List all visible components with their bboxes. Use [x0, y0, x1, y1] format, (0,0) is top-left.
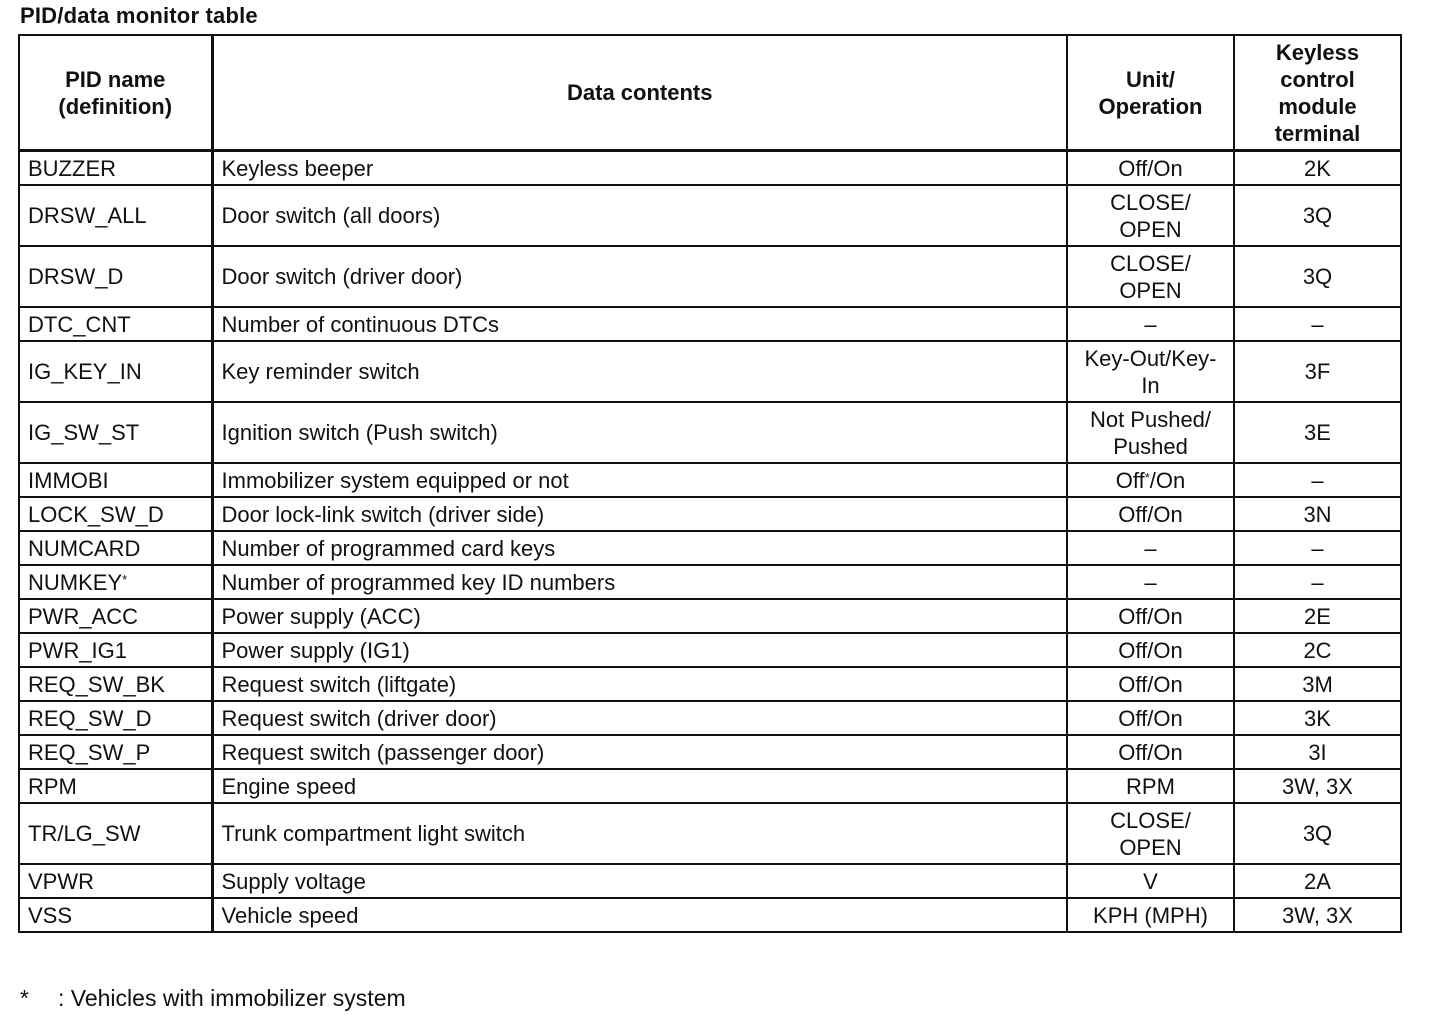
cell-unit-operation: Off*/On — [1067, 463, 1234, 497]
footnote — [20, 985, 406, 1012]
cell-terminal: 3W, 3X — [1234, 898, 1401, 932]
cell-terminal: 3I — [1234, 735, 1401, 769]
cell-terminal: 3Q — [1234, 803, 1401, 864]
header-unit-operation — [1067, 35, 1234, 151]
table-row — [19, 864, 1401, 898]
table-row — [19, 531, 1401, 565]
cell-pid-name: IG_KEY_IN — [19, 341, 212, 402]
cell-unit-operation: – — [1067, 565, 1234, 599]
table-row — [19, 803, 1401, 864]
table-row — [19, 701, 1401, 735]
cell-unit-operation: – — [1067, 531, 1234, 565]
cell-terminal: 3Q — [1234, 246, 1401, 307]
cell-data-contents: Number of continuous DTCs — [212, 307, 1067, 341]
cell-pid-name: REQ_SW_D — [19, 701, 212, 735]
header-data-contents: Data contents — [212, 35, 1067, 151]
cell-unit-operation: Off/On — [1067, 701, 1234, 735]
cell-unit-operation: KPH (MPH) — [1067, 898, 1234, 932]
cell-terminal: 3N — [1234, 497, 1401, 531]
header-row — [19, 35, 1401, 151]
pid-data-monitor-table — [18, 34, 1402, 933]
cell-pid-name: BUZZER — [19, 151, 212, 186]
cell-terminal: 3W, 3X — [1234, 769, 1401, 803]
cell-pid-name: TR/LG_SW — [19, 803, 212, 864]
cell-data-contents: Ignition switch (Push switch) — [212, 402, 1067, 463]
cell-data-contents: Immobilizer system equipped or not — [212, 463, 1067, 497]
cell-data-contents: Trunk compartment light switch — [212, 803, 1067, 864]
cell-terminal: 2K — [1234, 151, 1401, 186]
header-pid-name-line1: PID name — [65, 66, 166, 92]
table-row — [19, 599, 1401, 633]
table-row — [19, 463, 1401, 497]
cell-unit-operation: Off/On — [1067, 667, 1234, 701]
table-row — [19, 246, 1401, 307]
cell-data-contents: Number of programmed key ID numbers — [212, 565, 1067, 599]
cell-unit-operation: V — [1067, 864, 1234, 898]
table-row — [19, 497, 1401, 531]
header-terminal-line3: module — [1278, 93, 1357, 119]
cell-data-contents: Door lock-link switch (driver side) — [212, 497, 1067, 531]
cell-unit-operation: Off/On — [1067, 151, 1234, 186]
cell-data-contents: Request switch (driver door) — [212, 701, 1067, 735]
cell-pid-name: NUMCARD — [19, 531, 212, 565]
cell-pid-name: LOCK_SW_D — [19, 497, 212, 531]
cell-data-contents: Door switch (all doors) — [212, 185, 1067, 246]
table-row — [19, 667, 1401, 701]
table-row — [19, 769, 1401, 803]
cell-data-contents: Number of programmed card keys — [212, 531, 1067, 565]
header-unit-line1: Unit/ — [1126, 66, 1175, 92]
cell-pid-name: IG_SW_ST — [19, 402, 212, 463]
table-row — [19, 565, 1401, 599]
header-pid-name — [19, 35, 212, 151]
table-row — [19, 341, 1401, 402]
cell-data-contents: Power supply (IG1) — [212, 633, 1067, 667]
cell-pid-name: REQ_SW_P — [19, 735, 212, 769]
cell-terminal: 2C — [1234, 633, 1401, 667]
header-terminal-line4: terminal — [1274, 120, 1361, 146]
cell-data-contents: Request switch (liftgate) — [212, 667, 1067, 701]
cell-terminal: 3E — [1234, 402, 1401, 463]
cell-terminal: – — [1234, 531, 1401, 565]
cell-pid-name: VSS — [19, 898, 212, 932]
cell-data-contents: Keyless beeper — [212, 151, 1067, 186]
cell-terminal: – — [1234, 565, 1401, 599]
header-terminal-line2: control — [1280, 66, 1355, 92]
table-body — [19, 151, 1401, 933]
cell-unit-operation: Off/On — [1067, 735, 1234, 769]
cell-terminal: 2E — [1234, 599, 1401, 633]
footnote-mark: * — [20, 985, 29, 1011]
footnote-text: : Vehicles with immobilizer system — [58, 985, 406, 1011]
cell-terminal: 3K — [1234, 701, 1401, 735]
cell-data-contents: Power supply (ACC) — [212, 599, 1067, 633]
table-row — [19, 898, 1401, 932]
header-terminal-line1: Keyless — [1275, 39, 1360, 65]
cell-terminal: 2A — [1234, 864, 1401, 898]
cell-unit-operation: CLOSE/ OPEN — [1067, 185, 1234, 246]
cell-terminal: 3M — [1234, 667, 1401, 701]
cell-terminal: – — [1234, 463, 1401, 497]
table-row — [19, 735, 1401, 769]
table-row — [19, 402, 1401, 463]
cell-unit-operation: CLOSE/ OPEN — [1067, 803, 1234, 864]
cell-unit-operation: CLOSE/ OPEN — [1067, 246, 1234, 307]
cell-data-contents: Door switch (driver door) — [212, 246, 1067, 307]
cell-data-contents: Engine speed — [212, 769, 1067, 803]
header-unit-line2: Operation — [1098, 93, 1203, 119]
cell-pid-name: IMMOBI — [19, 463, 212, 497]
table-row — [19, 185, 1401, 246]
cell-data-contents: Supply voltage — [212, 864, 1067, 898]
cell-data-contents: Key reminder switch — [212, 341, 1067, 402]
cell-pid-name: DRSW_ALL — [19, 185, 212, 246]
asterisk-mark: * — [122, 571, 128, 587]
cell-pid-name: REQ_SW_BK — [19, 667, 212, 701]
cell-unit-operation: RPM — [1067, 769, 1234, 803]
cell-terminal: – — [1234, 307, 1401, 341]
cell-unit-operation: Key-Out/Key-In — [1067, 341, 1234, 402]
cell-unit-operation: – — [1067, 307, 1234, 341]
cell-pid-name: NUMKEY* — [19, 565, 212, 599]
cell-pid-name: PWR_ACC — [19, 599, 212, 633]
cell-pid-name: DTC_CNT — [19, 307, 212, 341]
cell-data-contents: Vehicle speed — [212, 898, 1067, 932]
header-pid-name-line2: (definition) — [58, 93, 173, 119]
cell-terminal: 3F — [1234, 341, 1401, 402]
cell-unit-operation: Off/On — [1067, 599, 1234, 633]
cell-data-contents: Request switch (passenger door) — [212, 735, 1067, 769]
cell-terminal: 3Q — [1234, 185, 1401, 246]
header-terminal — [1234, 35, 1401, 151]
table-row — [19, 633, 1401, 667]
cell-pid-name: RPM — [19, 769, 212, 803]
cell-unit-operation: Off/On — [1067, 497, 1234, 531]
cell-unit-operation: Off/On — [1067, 633, 1234, 667]
table-row — [19, 151, 1401, 186]
asterisk-mark: * — [1144, 469, 1150, 485]
cell-pid-name: DRSW_D — [19, 246, 212, 307]
table-row — [19, 307, 1401, 341]
cell-unit-operation: Not Pushed/ Pushed — [1067, 402, 1234, 463]
page-title: PID/data monitor table — [20, 3, 258, 28]
cell-pid-name: PWR_IG1 — [19, 633, 212, 667]
cell-pid-name: VPWR — [19, 864, 212, 898]
